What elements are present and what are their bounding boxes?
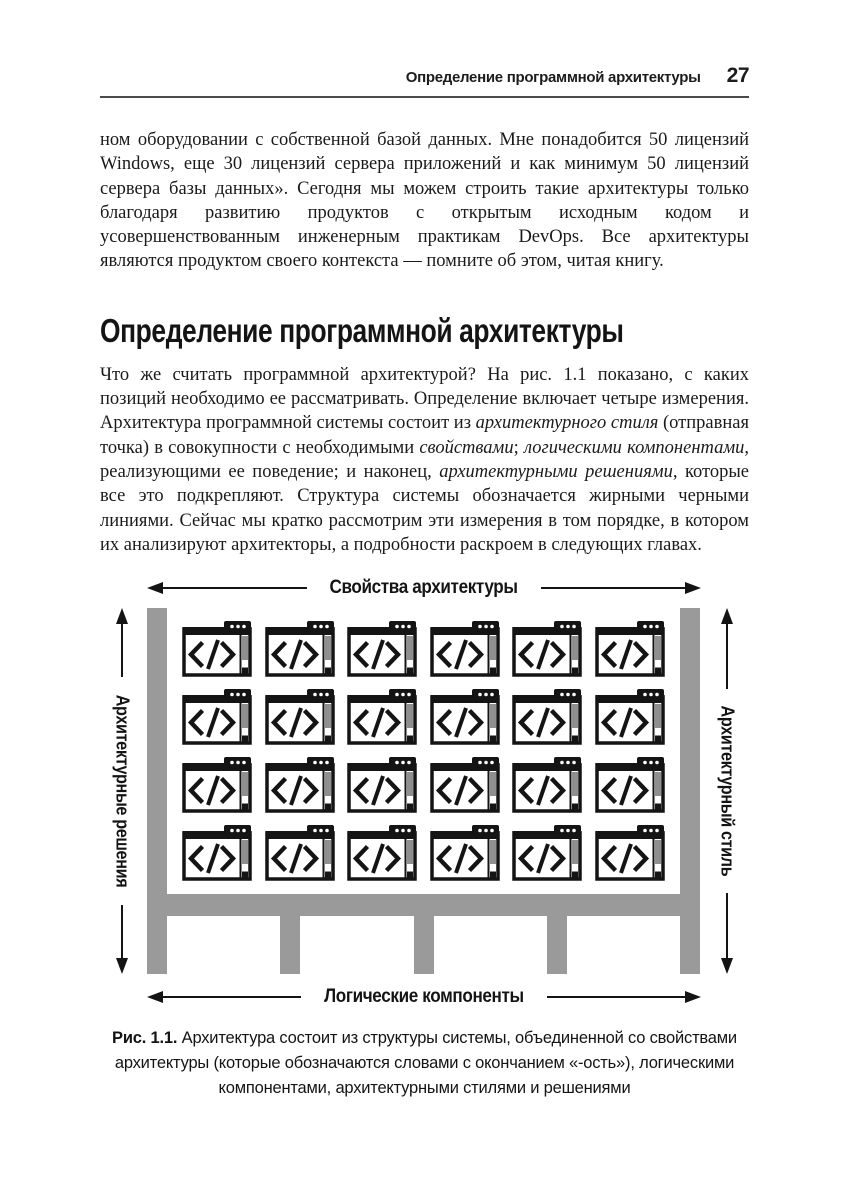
structure-bar-right bbox=[680, 608, 700, 894]
structure-leg bbox=[547, 916, 567, 974]
figure-structure bbox=[100, 608, 749, 974]
code-window-icon bbox=[595, 689, 665, 745]
figure-1-1 bbox=[100, 577, 749, 1101]
structure-leg bbox=[680, 916, 700, 974]
arrow-line bbox=[163, 996, 301, 999]
code-window-icon bbox=[182, 825, 252, 881]
arrow-line bbox=[726, 624, 729, 689]
code-window-icon bbox=[512, 757, 582, 813]
figure-caption-label: Рис. 1.1. bbox=[112, 1029, 178, 1048]
arrow-line bbox=[121, 905, 124, 958]
component-grid bbox=[167, 608, 680, 894]
code-window-icon bbox=[265, 757, 335, 813]
arrowhead-left-icon bbox=[147, 991, 163, 1003]
top-axis-label: Свойства архитектуры bbox=[329, 577, 519, 599]
paragraph-intro: ном оборудовании с собственной базой данных. Мне понадобится 50 лицензий Windows, еще 30 лицензий сервера приложений и как минимум 50 лицензий сервера базы данных». Сегодня мы можем строить такие архитектуры только благодаря развитию продуктов с открытым исходным кодом и усовершенствованным инженерным практикам DevOps. Все архитектуры являются продуктом своего контекста — помните об этом, читая книгу. bbox=[100, 130, 749, 272]
frame-body bbox=[147, 608, 700, 894]
arrow-line bbox=[541, 587, 685, 590]
code-window-icon bbox=[265, 689, 335, 745]
code-window-icon bbox=[512, 689, 582, 745]
structure-leg bbox=[414, 916, 434, 974]
right-axis-label: Архитектурный стиль bbox=[717, 705, 738, 877]
code-window-icon bbox=[430, 825, 500, 881]
structure-bar-left bbox=[147, 608, 167, 894]
arrow-line bbox=[726, 893, 729, 958]
code-window-icon bbox=[347, 621, 417, 677]
left-axis-arrow bbox=[100, 608, 144, 974]
code-window-icon bbox=[595, 621, 665, 677]
system-structure-frame bbox=[147, 608, 700, 974]
structure-legs bbox=[147, 916, 700, 974]
structure-leg bbox=[280, 916, 300, 974]
code-window-icon bbox=[182, 689, 252, 745]
arrow-line bbox=[121, 624, 124, 677]
arrowhead-right-icon bbox=[685, 991, 701, 1003]
arrow-line bbox=[163, 587, 307, 590]
right-axis-arrow bbox=[705, 608, 749, 974]
code-window-icon bbox=[182, 757, 252, 813]
code-window-icon bbox=[512, 621, 582, 677]
code-window-icon bbox=[265, 825, 335, 881]
page-number: 27 bbox=[726, 64, 749, 87]
running-header bbox=[100, 64, 749, 88]
bottom-axis-label: Логические компоненты bbox=[324, 986, 524, 1008]
top-axis-arrow bbox=[147, 577, 701, 599]
arrowhead-down-icon bbox=[116, 958, 128, 974]
arrowhead-up-icon bbox=[721, 608, 733, 624]
header-rule bbox=[100, 96, 749, 98]
bottom-axis-arrow bbox=[147, 986, 701, 1008]
code-window-icon bbox=[512, 825, 582, 881]
section-heading: Определение программной архитектуры bbox=[100, 311, 624, 349]
code-window-icon bbox=[347, 825, 417, 881]
arrowhead-up-icon bbox=[116, 608, 128, 624]
paragraph-definition: Что же считать программной архитектурой? На рис. 1.1 показано, с каких позиций необходимо ее рассматривать. Определение включает четыре измерения. Архитектура программной системы состоит из архитектурного стиля (отправная точка) в совокупности с необходимыми свойствами; логическими компонентами, реализующими ее поведение; и наконец, архитектурными решениями, которые все это подкрепляют. Структура системы обозначается жирными черными линиями. Сейчас мы кратко рассмотрим эти измерения в том порядке, в котором их анализируют архитекторы, а подробности раскроем в следующих главах. bbox=[100, 364, 750, 555]
code-window-icon bbox=[265, 621, 335, 677]
figure-caption bbox=[86, 1026, 763, 1101]
page-content bbox=[100, 0, 749, 1101]
code-window-icon bbox=[430, 757, 500, 813]
figure-caption-text: Архитектура состоит из структуры системы, объединенной со свойствами архитектуры (которые обозначаются словами с окончанием «-ость»), логическими компонентами, архитектурными стилями и решениями bbox=[114, 1029, 737, 1098]
left-axis-label: Архитектурные решения bbox=[112, 694, 133, 888]
code-window-icon bbox=[430, 621, 500, 677]
code-window-icon bbox=[595, 757, 665, 813]
arrow-line bbox=[547, 996, 685, 999]
code-window-icon bbox=[347, 689, 417, 745]
structure-leg bbox=[147, 916, 167, 974]
arrowhead-down-icon bbox=[721, 958, 733, 974]
running-header-title: Определение программной архитектуры bbox=[405, 69, 701, 86]
code-window-icon bbox=[430, 689, 500, 745]
code-window-icon bbox=[182, 621, 252, 677]
arrowhead-right-icon bbox=[685, 582, 701, 594]
code-window-icon bbox=[347, 757, 417, 813]
structure-bar-bottom bbox=[147, 894, 700, 916]
arrowhead-left-icon bbox=[147, 582, 163, 594]
code-window-icon bbox=[595, 825, 665, 881]
